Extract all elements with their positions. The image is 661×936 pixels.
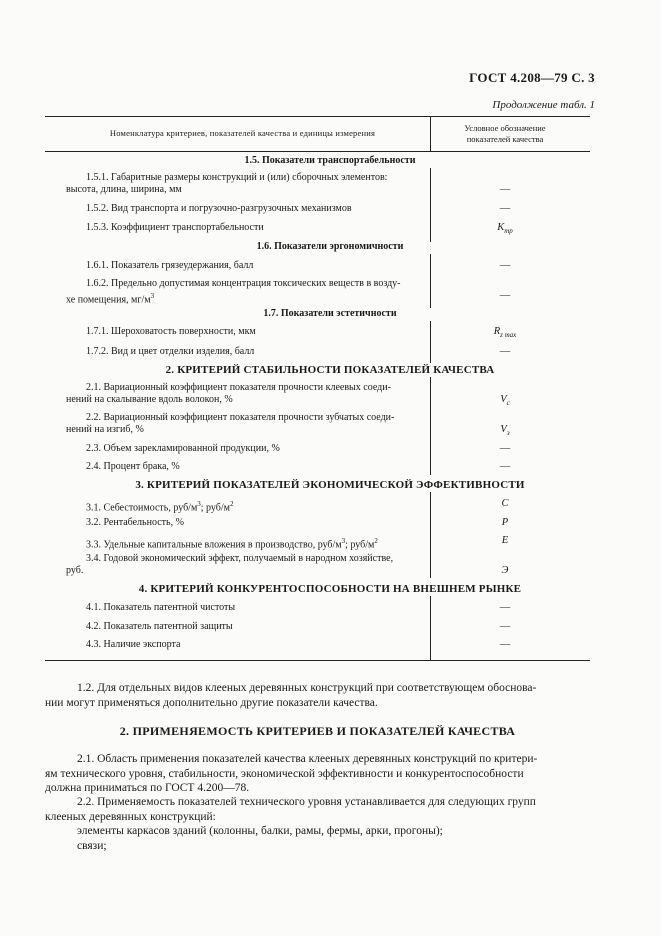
table-row: 2.1. Вариационный коэффициент показателя прочности клеевых соеди-: [86, 382, 391, 393]
section-heading: 1.7. Показатели эстетичности: [263, 308, 397, 319]
table-row: 4.1. Показатель патентной чистоты: [86, 602, 236, 613]
paragraph-line: элементы каркасов зданий (колонны, балки, рамы, фермы, арки, прогоны);: [77, 825, 443, 837]
table-row: нений на изгиб, %: [66, 424, 144, 435]
paragraph-line: клееных деревянных конструкций:: [45, 810, 216, 823]
table-row: 2.3. Объем зарекламированной продукции, %: [86, 443, 280, 454]
paragraph-line: связи;: [77, 839, 107, 852]
paragraph-line: нии могут применяться дополнительно другие показатели качества.: [45, 696, 378, 709]
table-bottom-rule: [45, 660, 590, 661]
column-header-name: Номенклатура критериев, показателей качества и единицы измерения: [109, 128, 376, 138]
row-symbol: $V_з$: [500, 424, 510, 438]
row-symbol: —: [499, 290, 511, 301]
table-row: высота, длина, ширина, мм: [66, 184, 182, 195]
paragraph-2-1: [45, 752, 590, 796]
table-row: 2.2. Вариационный коэффициент показателя прочности зубчатых соеди-: [86, 412, 395, 423]
table-row: 4.3. Наличие экспорта: [86, 639, 181, 650]
row-symbol: —: [499, 443, 511, 454]
row-symbol: —: [499, 260, 511, 271]
table-row: 3.3. Удельные капитальные вложения в производство, руб/$м^3$; руб/$м^2$: [86, 537, 378, 551]
table-continuation-label: Продолжение табл. 1: [492, 99, 595, 111]
section-heading: 4. КРИТЕРИЙ КОНКУРЕНТОСПОСОБНОСТИ НА ВНЕШНЕМ РЫНКЕ: [138, 583, 522, 595]
page-header: ГОСТ 4.208—79 С. 3: [469, 70, 595, 85]
table-row: 1.5.2. Вид транспорта и погрузочно-разгрузочных механизмов: [86, 203, 352, 214]
table-row: 3.2. Рентабельность, %: [86, 517, 184, 528]
row-symbol: —: [499, 346, 511, 357]
paragraph-2-2: [45, 795, 590, 853]
table-row: хе помещения, $мг/м^3$: [66, 292, 155, 306]
table-row: руб.: [66, 565, 84, 576]
table-row: 1.7.1. Шероховатость поверхности, мкм: [86, 326, 256, 337]
table-row: 1.5.3. Коэффициент транспортабельности: [86, 222, 264, 233]
section-heading: 3. КРИТЕРИЙ ПОКАЗАТЕЛЕЙ ЭКОНОМИЧЕСКОЙ ЭФФЕКТИВНОСТИ: [135, 479, 525, 491]
paragraph-line: 1.2. Для отдельных видов клееных деревянных конструкций при соответствующем обоснова-: [77, 682, 537, 694]
column-header-symbol: [440, 123, 570, 145]
table-header-rule: [45, 151, 590, 152]
row-symbol: $K_{тр}$: [497, 222, 513, 236]
table-row: 1.6.2. Предельно допустимая концентрация токсических веществ в возду-: [86, 278, 401, 289]
row-symbol: С: [501, 498, 509, 509]
table-row: 1.5.1. Габаритные размеры конструкций и (или) сборочных элементов:: [86, 172, 388, 183]
column-header-symbol-line2: показателей качества: [466, 134, 544, 144]
paragraph-line: 2.1. Область применения показателей качества клееных деревянных конструкций по критери-: [77, 753, 538, 765]
table-column-divider: [430, 377, 431, 475]
section-heading: 1.6. Показатели эргономичности: [256, 241, 404, 252]
table-row: нений на скалывание вдоль волокон, %: [66, 394, 233, 405]
row-symbol: $R_{z max}$: [493, 326, 517, 340]
table-column-divider: [430, 596, 431, 660]
table-column-divider: [430, 168, 431, 242]
paragraph-line: должна приниматься по ГОСТ 4.200—78.: [45, 782, 250, 794]
row-symbol: —: [499, 461, 511, 472]
row-symbol: $V_c$: [500, 394, 510, 408]
row-symbol: —: [499, 621, 511, 632]
row-symbol: —: [499, 184, 511, 195]
table-column-divider: [430, 116, 431, 151]
row-symbol: Е: [501, 535, 509, 546]
paragraph-line: ям технического уровня, стабильности, экономической эффективности и конкурентоспособности: [45, 767, 524, 780]
row-symbol: Э: [501, 565, 509, 576]
table-row: 4.2. Показатель патентной защиты: [86, 621, 233, 632]
row-symbol: —: [499, 639, 511, 650]
table-row: 1.6.1. Показатель грязеудержания, балл: [86, 260, 254, 271]
table-row: 2.4. Процент брака, %: [86, 461, 180, 472]
row-symbol: —: [499, 203, 511, 214]
table-row: 3.4. Годовой экономический эффект, получаемый в народном хозяйстве,: [86, 553, 394, 564]
row-symbol: Р: [501, 517, 509, 528]
paragraph-line: 2.2. Применяемость показателей технического уровня устанавливается для следующих групп: [77, 796, 536, 808]
table-column-divider: [430, 321, 431, 363]
table-top-rule: [45, 116, 590, 117]
table-row: 1.7.2. Вид и цвет отделки изделия, балл: [86, 346, 255, 357]
section-heading: 1.5. Показатели транспортабельности: [244, 155, 416, 166]
table-row: 3.1. Себестоимость, руб/$м^3$; руб/$м^2$: [86, 500, 234, 514]
section-heading: 2. КРИТЕРИЙ СТАБИЛЬНОСТИ ПОКАЗАТЕЛЕЙ КАЧЕСТВА: [165, 364, 495, 376]
table-column-divider: [430, 492, 431, 578]
paragraph-1-2: [45, 681, 590, 710]
section-2-heading: 2. ПРИМЕНЯЕМОСТЬ КРИТЕРИЕВ И ПОКАЗАТЕЛЕЙ КАЧЕСТВА: [119, 724, 516, 738]
column-header-symbol-line1: Условное обозначение: [464, 123, 546, 133]
row-symbol: —: [499, 602, 511, 613]
table-column-divider: [430, 254, 431, 308]
